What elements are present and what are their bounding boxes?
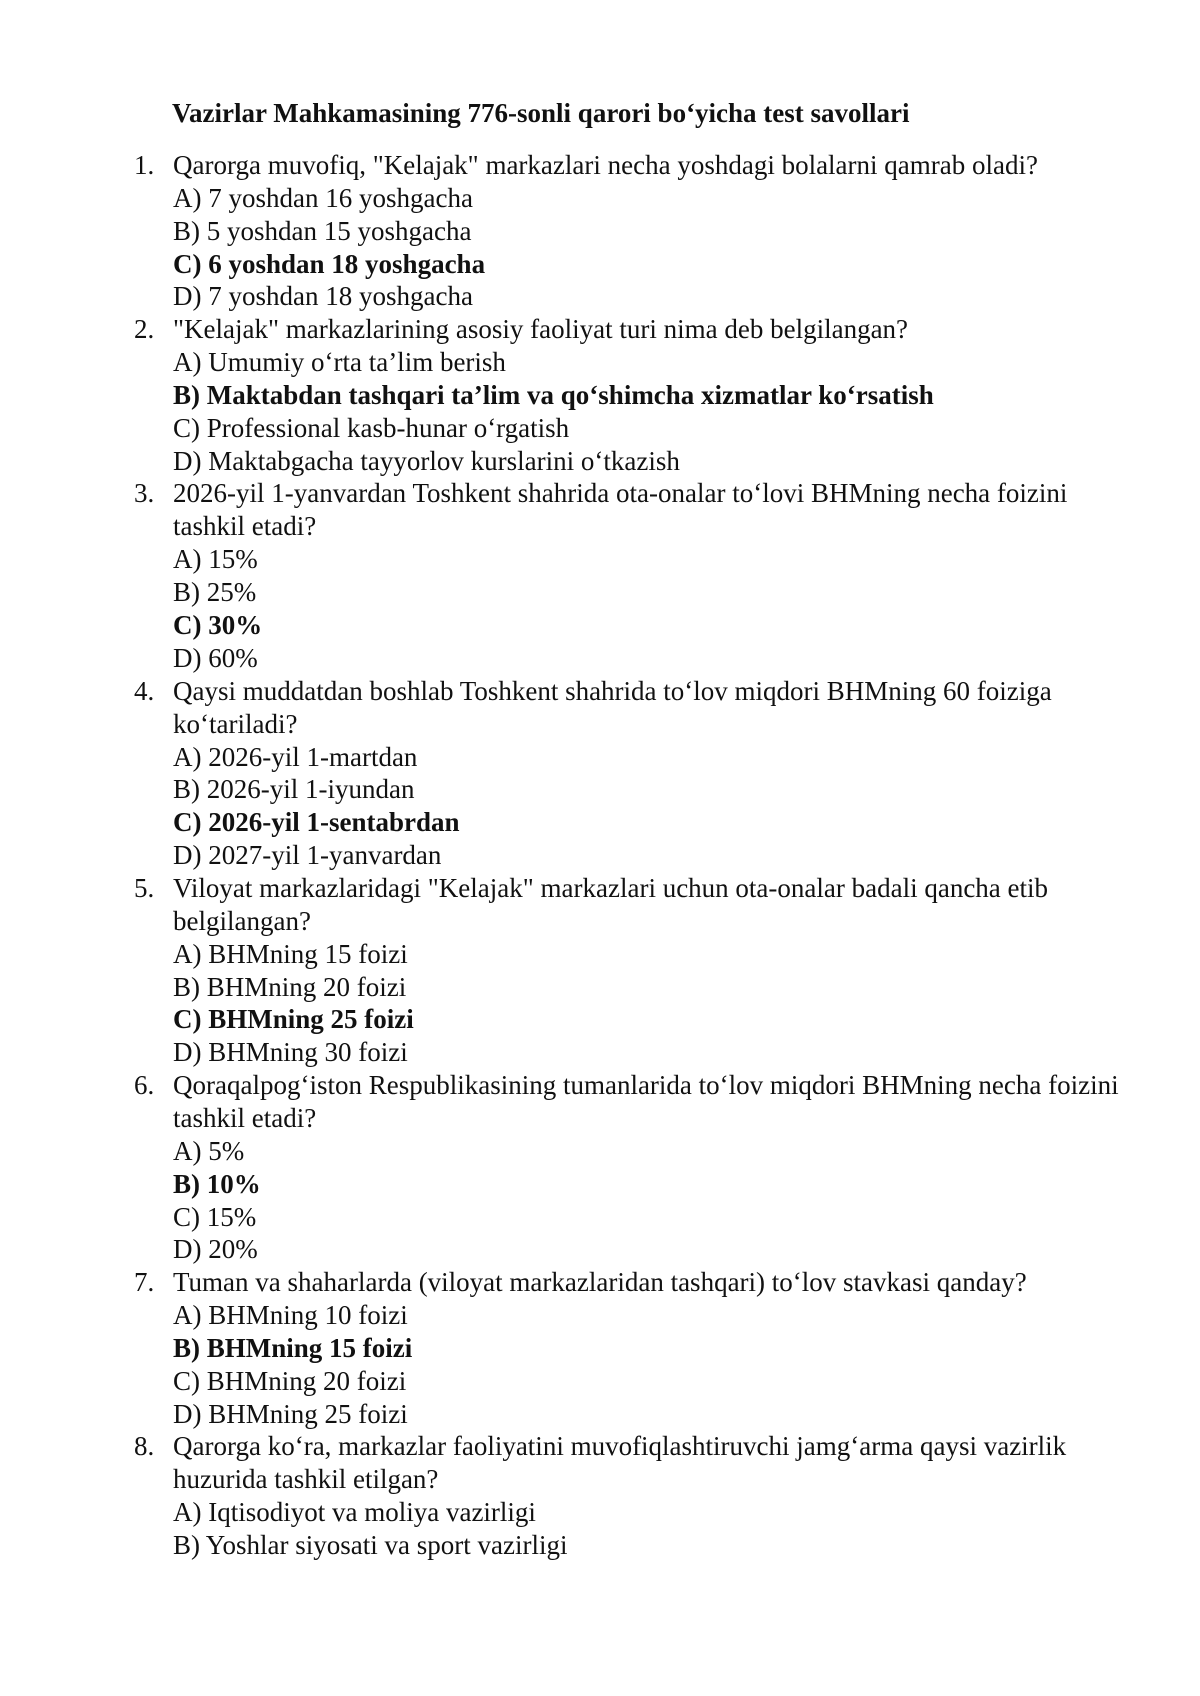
- question-text: Tuman va shaharlarda (viloyat markazlaridan tashqari) to‘lov stavkasi qanday?: [173, 1267, 1027, 1298]
- answer-option-correct: B) BHMning 15 foizi: [173, 1332, 413, 1363]
- answer-option: C) BHMning 20 foizi: [173, 1365, 407, 1396]
- answer-option: A) 7 yoshdan 16 yoshgacha: [173, 183, 473, 213]
- question-item: [0, 675, 1200, 872]
- answer-option-correct: B) 10%: [173, 1168, 261, 1199]
- answer-option: A) BHMning 15 foizi: [173, 938, 408, 969]
- answer-options: [173, 1496, 1200, 1562]
- answer-options: [173, 182, 1200, 313]
- answer-option-correct: C) BHMning 25 foizi: [173, 1004, 414, 1035]
- answer-options: [173, 543, 1200, 674]
- question-item: [0, 477, 1200, 674]
- answer-option: B) Yoshlar siyosati va sport vazirligi: [173, 1530, 568, 1561]
- question-number: 4.: [134, 675, 155, 706]
- answer-option: B) BHMning 20 foizi: [173, 971, 407, 1002]
- answer-options: [173, 1299, 1200, 1430]
- answer-options: [173, 1135, 1200, 1266]
- answer-option-correct: C) 2026-yil 1-sentabrdan: [173, 807, 460, 838]
- answer-option: A) Iqtisodiyot va moliya vazirligi: [173, 1497, 536, 1528]
- question-number: 5.: [134, 872, 155, 903]
- question-number: 1.: [134, 150, 155, 180]
- question-item: [0, 313, 1200, 477]
- answer-option: B) 2026-yil 1-iyundan: [173, 774, 415, 805]
- answer-options: [173, 346, 1200, 477]
- question-number: 2.: [134, 314, 155, 345]
- question-text: Qaysi muddatdan boshlab Toshkent shahrida to‘lov miqdori BHMning 60 foiziga ko‘tariladi?: [173, 675, 1052, 739]
- question-text: Qarorga ko‘ra, markazlar faoliyatini muvofiqlashtiruvchi jamg‘arma qaysi vazirlik huzurida tashkil etilgan?: [173, 1431, 1067, 1495]
- answer-option-correct: C) 6 yoshdan 18 yoshgacha: [173, 248, 486, 279]
- answer-option-correct: C) 30%: [173, 609, 263, 640]
- answer-option: D) 20%: [173, 1234, 258, 1265]
- question-text: Qarorga muvofiq, "Kelajak" markazlari necha yoshdagi bolalarni qamrab oladi?: [173, 150, 1038, 180]
- question-text: "Kelajak" markazlarining asosiy faoliyat turi nima deb belgilangan?: [173, 314, 909, 345]
- question-item: [0, 1430, 1200, 1562]
- question-text: 2026-yil 1-yanvardan Toshkent shahrida ota-onalar to‘lovi BHMning necha foizini tashkil etadi?: [173, 478, 1068, 542]
- document-title: Vazirlar Mahkamasining 776-sonli qarori bo‘yicha test savollari: [172, 98, 910, 128]
- answer-option: A) 5%: [173, 1135, 245, 1166]
- answer-option: D) Maktabgacha tayyorlov kurslarini o‘tkazish: [173, 445, 680, 476]
- question-item: [0, 1069, 1200, 1266]
- answer-options: [173, 938, 1200, 1069]
- question-item: [0, 149, 1200, 313]
- answer-option: B) 5 yoshdan 15 yoshgacha: [173, 215, 472, 246]
- answer-option: A) BHMning 10 foizi: [173, 1300, 408, 1331]
- answer-option: D) 7 yoshdan 18 yoshgacha: [173, 281, 473, 312]
- answer-option: A) Umumiy o‘rta ta’lim berish: [173, 347, 506, 378]
- answer-option: D) 2027-yil 1-yanvardan: [173, 839, 442, 870]
- question-number: 7.: [134, 1267, 155, 1298]
- answer-option: A) 15%: [173, 544, 258, 575]
- question-item: [0, 872, 1200, 1069]
- question-text: Viloyat markazlaridagi "Kelajak" markazlari uchun ota-onalar badali qancha etib belgilangan?: [173, 872, 1049, 936]
- question-list: [0, 149, 1200, 1562]
- answer-option-correct: B) Maktabdan tashqari ta’lim va qo‘shimcha xizmatlar ko‘rsatish: [173, 379, 934, 410]
- question-item: [0, 1266, 1200, 1430]
- answer-option: D) BHMning 25 foizi: [173, 1398, 408, 1429]
- answer-option: B) 25%: [173, 577, 257, 608]
- question-number: 3.: [134, 478, 155, 509]
- answer-option: D) 60%: [173, 642, 258, 673]
- answer-option: C) 15%: [173, 1201, 257, 1232]
- answer-option: A) 2026-yil 1-martdan: [173, 741, 418, 772]
- question-number: 6.: [134, 1069, 155, 1100]
- question-text: Qoraqalpog‘iston Respublikasining tumanlarida to‘lov miqdori BHMning necha foizini tashkil etadi?: [173, 1069, 1119, 1133]
- answer-options: [173, 741, 1200, 872]
- question-number: 8.: [134, 1431, 155, 1462]
- answer-option: D) BHMning 30 foizi: [173, 1037, 408, 1068]
- answer-option: C) Professional kasb-hunar o‘rgatish: [173, 412, 570, 443]
